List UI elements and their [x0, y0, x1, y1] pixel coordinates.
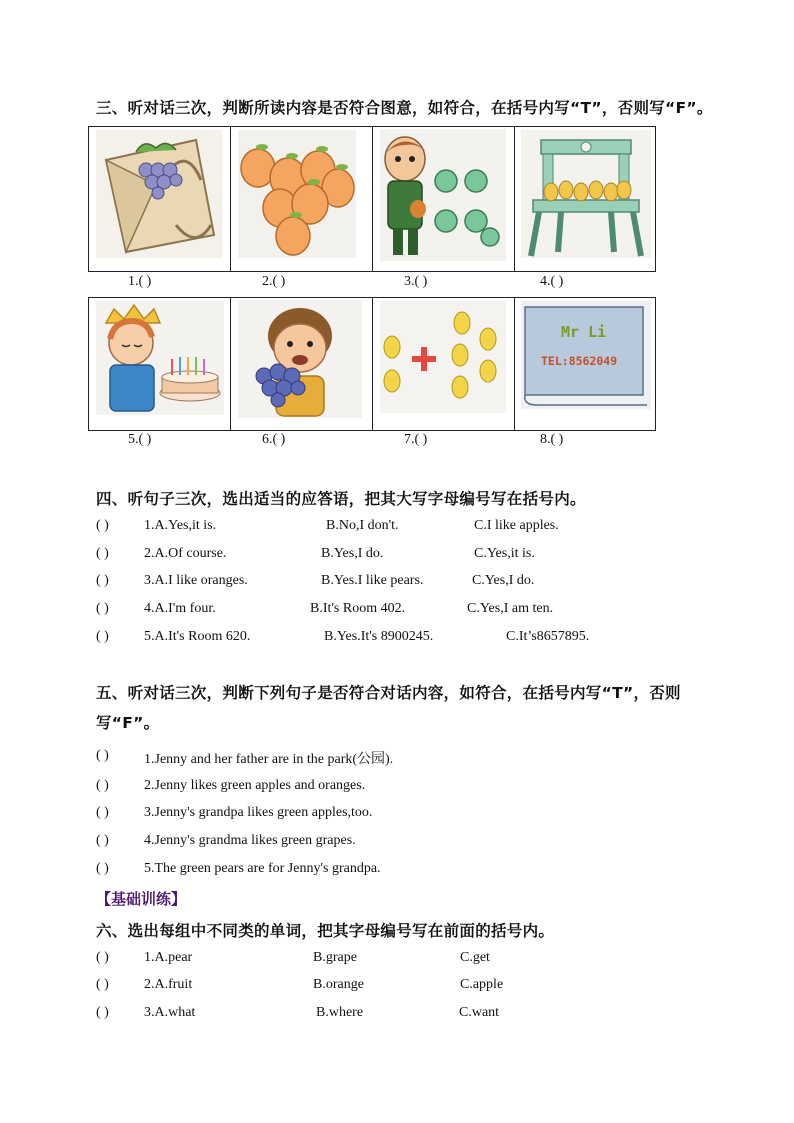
section3-heading: 三、听对话三次，判断所读内容是否符合图意，如符合，在括号内写“T”，否则写“F”。 — [96, 99, 713, 117]
answer-bracket[interactable]: ( ) — [96, 748, 109, 763]
option-a: 2.A.Of course. — [144, 546, 227, 561]
statement-text: 1.Jenny and her father are in the park(公园). — [144, 752, 394, 767]
caption-8: 8.( ) — [540, 432, 564, 447]
answer-bracket[interactable]: ( ) — [96, 601, 109, 616]
option-b: B.grape — [313, 950, 357, 965]
answer-bracket[interactable]: ( ) — [96, 977, 109, 992]
option-b: B.It's Room 402. — [310, 601, 406, 616]
statement-text: 2.Jenny likes green apples and oranges. — [144, 778, 366, 793]
grapes-in-bag-icon — [96, 130, 222, 258]
option-a: 3.A.what — [144, 1005, 196, 1020]
nameplate-name: Mr Li — [561, 323, 607, 341]
basic-training-tag: 【基础训练】 — [96, 890, 187, 908]
picture-cell-3 — [372, 126, 515, 272]
nameplate-icon — [521, 301, 651, 409]
answer-bracket[interactable]: ( ) — [96, 778, 109, 793]
option-b: B.Yes.I like pears. — [321, 573, 424, 588]
answer-bracket[interactable]: ( ) — [96, 629, 109, 644]
caption-4: 4.( ) — [540, 274, 564, 289]
caption-1: 1.( ) — [128, 274, 152, 289]
oranges-icon — [238, 130, 356, 258]
answer-bracket[interactable]: ( ) — [96, 833, 109, 848]
answer-bracket[interactable]: ( ) — [96, 518, 109, 533]
section4-heading: 四、听句子三次，选出适当的应答语，把其大写字母编号写在括号内。 — [96, 490, 586, 508]
picture-cell-5 — [88, 297, 231, 431]
option-b: B.Yes,I do. — [321, 546, 384, 561]
option-a: 1.A.pear — [144, 950, 193, 965]
caption-6: 6.( ) — [262, 432, 286, 447]
answer-bracket[interactable]: ( ) — [96, 805, 109, 820]
chair-with-pears-icon — [521, 130, 651, 258]
caption-3: 3.( ) — [404, 274, 428, 289]
boy-eating-grapes-icon — [238, 300, 362, 418]
option-c: C.get — [460, 950, 490, 965]
picture-cell-8 — [514, 297, 656, 431]
option-a: 2.A.fruit — [144, 977, 193, 992]
nameplate-phone: TEL:8562049 — [541, 354, 618, 368]
option-b: B.Yes.It's 8900245. — [324, 629, 434, 644]
option-b: B.where — [316, 1005, 364, 1020]
option-c: C.I like apples. — [474, 518, 559, 533]
picture-cell-2 — [230, 126, 373, 272]
caption-5: 5.( ) — [128, 432, 152, 447]
statement-text: 4.Jenny's grandma likes green grapes. — [144, 833, 356, 848]
option-c: C.Yes,it is. — [474, 546, 535, 561]
birthday-cake-icon — [96, 301, 224, 415]
option-a: 4.A.I'm four. — [144, 601, 216, 616]
picture-cell-7 — [372, 297, 515, 431]
statement-text: 3.Jenny's grandpa likes green apples,too. — [144, 805, 373, 820]
answer-bracket[interactable]: ( ) — [96, 573, 109, 588]
picture-cell-1 — [88, 126, 231, 272]
option-c: C.apple — [460, 977, 504, 992]
option-a: 5.A.It's Room 620. — [144, 629, 251, 644]
option-c: C.Yes,I do. — [472, 573, 535, 588]
section6-heading: 六、选出每组中不同类的单词，把其字母编号写在前面的括号内。 — [96, 922, 555, 940]
answer-bracket[interactable]: ( ) — [96, 546, 109, 561]
answer-bracket[interactable]: ( ) — [96, 861, 109, 876]
caption-2: 2.( ) — [262, 274, 286, 289]
section5-heading: 五、听对话三次，判断下列句子是否符合对话内容，如符合，在括号内写“T”，否则写“F”。 — [96, 684, 681, 732]
option-a: 1.A.Yes,it is. — [144, 518, 217, 533]
picture-cell-4 — [514, 126, 656, 272]
boy-with-green-apples-icon — [380, 129, 506, 261]
option-c: C.It’s8657895. — [506, 629, 590, 644]
statement-text: 5.The green pears are for Jenny's grandpa. — [144, 861, 381, 876]
option-c: C.want — [459, 1005, 500, 1020]
caption-7: 7.( ) — [404, 432, 428, 447]
option-b: B.orange — [313, 977, 364, 992]
answer-bracket[interactable]: ( ) — [96, 1005, 109, 1020]
answer-bracket[interactable]: ( ) — [96, 950, 109, 965]
pears-addition-icon — [380, 301, 506, 413]
picture-cell-6 — [230, 297, 373, 431]
option-c: C.Yes,I am ten. — [467, 601, 554, 616]
option-b: B.No,I don't. — [326, 518, 399, 533]
option-a: 3.A.I like oranges. — [144, 573, 248, 588]
